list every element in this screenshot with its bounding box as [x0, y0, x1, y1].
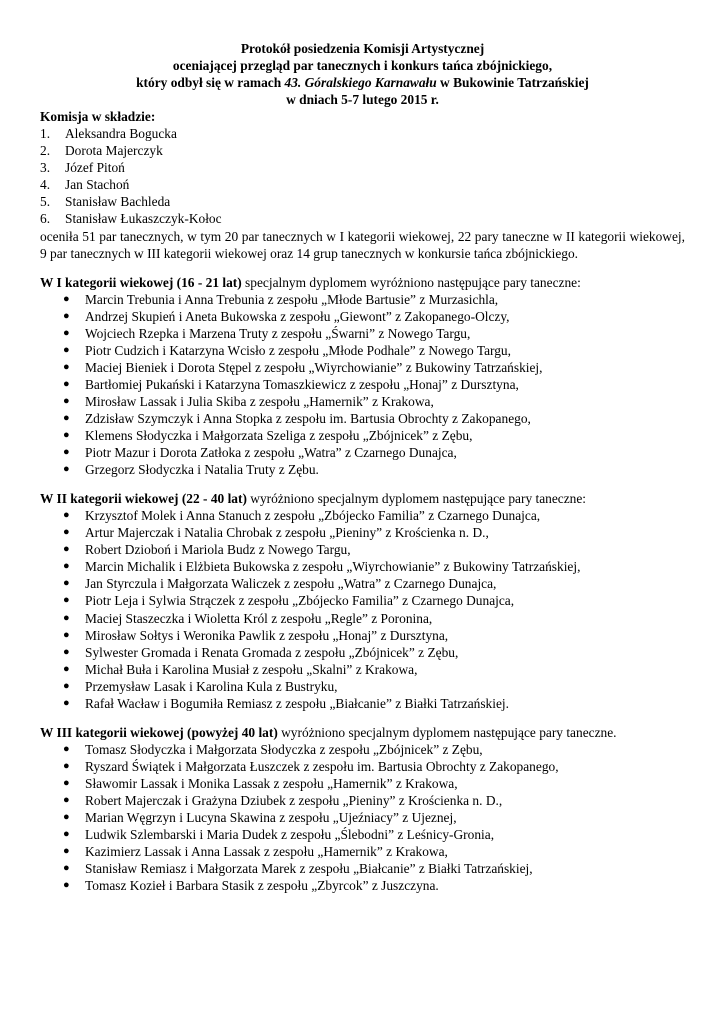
awarded-pairs-list	[40, 291, 685, 479]
pair-entry: Marcin Michalik i Elżbieta Bukowska z zespołu „Wiyrchowianie” z Bukowiny Tatrzańskiej,	[85, 559, 581, 575]
bullet-icon: ●	[63, 628, 70, 641]
awarded-pair-item	[40, 444, 685, 461]
bullet-icon: ●	[63, 611, 70, 624]
evaluation-summary: oceniła 51 par tanecznych, w tym 20 par tanecznych w I kategorii wiekowej, 22 pary taneczne w II kategorii wiekowej, 9 par tanecznych w III kategorii wiekowej oraz 14 grup tanecznych w konkursie tańca zbójnickiego.	[40, 228, 685, 261]
pair-entry: Tomasz Słodyczka i Małgorzata Słodyczka z zespołu „Zbójnicek” z Zębu,	[85, 741, 483, 757]
bullet-icon: ●	[63, 560, 70, 573]
awarded-pair-item	[40, 695, 685, 712]
bullet-icon: ●	[63, 326, 70, 339]
bullet-icon: ●	[63, 411, 70, 424]
bullet-icon: ●	[63, 394, 70, 407]
bullet-icon: ●	[63, 845, 70, 858]
member-number: 3.	[40, 160, 51, 176]
pair-entry: Wojciech Rzepka i Marzena Truty z zespołu „Śwarni” z Nowego Targu,	[85, 325, 471, 341]
title-line-3-end: w Bukowinie Tatrzańskiej	[436, 75, 589, 91]
awarded-pair-item	[40, 792, 685, 809]
bullet-icon: ●	[63, 679, 70, 692]
pair-entry: Maciej Staszeczka i Wioletta Król z zespołu „Regle” z Poronina,	[85, 610, 433, 626]
bullet-icon: ●	[63, 696, 70, 709]
member-number: 2.	[40, 143, 51, 159]
pair-entry: Marian Węgrzyn i Lucyna Skawina z zespołu „Ujeźniacy” z Ujeznej,	[85, 810, 457, 826]
committee-member	[40, 125, 685, 142]
pair-entry: Stanisław Remiasz i Małgorzata Marek z zespołu „Białcanie” z Białki Tatrzańskiej,	[85, 861, 533, 877]
bullet-icon: ●	[63, 793, 70, 806]
bullet-icon: ●	[63, 509, 70, 522]
bullet-icon: ●	[63, 429, 70, 442]
awarded-pair-item	[40, 610, 685, 627]
pair-entry: Sławomir Lassak i Monika Lassak z zespołu „Hamernik” z Krakowa,	[85, 775, 458, 791]
pair-entry: Ryszard Świątek i Małgorzata Łuszczek z zespołu im. Bartusia Obrochty z Zakopanego,	[85, 758, 559, 774]
awarded-pair-item	[40, 507, 685, 524]
awarded-pair-item	[40, 758, 685, 775]
category-description: specjalnym dyplomem wyróżniono następujące pary taneczne:	[241, 274, 581, 290]
pair-entry: Mirosław Sołtys i Weronika Pawlik z zespołu „Honaj” z Dursztyna,	[85, 627, 449, 643]
member-name: Stanisław Bachleda	[65, 194, 171, 210]
awarded-pair-item	[40, 627, 685, 644]
awarded-pair-item	[40, 558, 685, 575]
bullet-icon: ●	[63, 377, 70, 390]
bullet-icon: ●	[63, 742, 70, 755]
committee-heading: Komisja w składzie:	[40, 109, 156, 125]
category-title: W III kategorii wiekowej (powyżej 40 lat)	[40, 724, 278, 740]
awarded-pair-item	[40, 860, 685, 877]
category-heading	[40, 274, 685, 291]
awarded-pair-item	[40, 678, 685, 695]
event-name: 43. Góralskiego Karnawału	[284, 75, 437, 91]
bullet-icon: ●	[63, 343, 70, 356]
category-section-2	[40, 490, 685, 712]
awarded-pair-item	[40, 291, 685, 308]
committee-members-list	[40, 125, 685, 227]
awarded-pair-item	[40, 359, 685, 376]
awarded-pairs-list	[40, 741, 685, 894]
bullet-icon: ●	[63, 759, 70, 772]
awarded-pair-item	[40, 376, 685, 393]
bullet-icon: ●	[63, 828, 70, 841]
bullet-icon: ●	[63, 594, 70, 607]
bullet-icon: ●	[63, 446, 70, 459]
category-section-1	[40, 274, 685, 479]
awarded-pair-item	[40, 524, 685, 541]
pair-entry: Piotr Cudzich i Katarzyna Wcisło z zespołu „Młode Podhale” z Nowego Targu,	[85, 342, 511, 358]
awarded-pair-item	[40, 575, 685, 592]
pair-entry: Tomasz Kozieł i Barbara Stasik z zespołu „Zbyrcok” z Juszczyna.	[85, 878, 439, 894]
member-number: 1.	[40, 126, 51, 142]
pair-entry: Krzysztof Molek i Anna Stanuch z zespołu „Zbójecko Familia” z Czarnego Dunajca,	[85, 508, 541, 524]
bullet-icon: ●	[63, 360, 70, 373]
pair-entry: Mirosław Lassak i Julia Skiba z zespołu „Hamernik” z Krakowa,	[85, 393, 434, 409]
pair-entry: Robert Majerczak i Grażyna Dziubek z zespołu „Pieniny” z Krościenka n. D.,	[85, 792, 503, 808]
bullet-icon: ●	[63, 526, 70, 539]
bullet-icon: ●	[63, 577, 70, 590]
awarded-pair-item	[40, 427, 685, 444]
pair-entry: Rafał Wacław i Bogumiła Remiasz z zespołu „Białcanie” z Białki Tatrzańskiej.	[85, 695, 509, 711]
bullet-icon: ●	[63, 645, 70, 658]
pair-entry: Zdzisław Szymczyk i Anna Stopka z zespołu im. Bartusia Obrochty z Zakopanego,	[85, 410, 531, 426]
awarded-pair-item	[40, 775, 685, 792]
pair-entry: Klemens Słodyczka i Małgorzata Szeliga z zespołu „Zbójnicek” z Zębu,	[85, 428, 473, 444]
committee-member	[40, 193, 685, 210]
awarded-pair-item	[40, 826, 685, 843]
awarded-pair-item	[40, 809, 685, 826]
pair-entry: Artur Majerczak i Natalia Chrobak z zespołu „Pieniny” z Krościenka n. D.,	[85, 525, 489, 541]
committee-member	[40, 142, 685, 159]
document-title	[40, 40, 685, 108]
pair-entry: Robert Dzioboń i Mariola Budz z Nowego Targu,	[85, 542, 351, 558]
pair-entry: Bartłomiej Pukański i Katarzyna Tomaszkiewicz z zespołu „Honaj” z Dursztyna,	[85, 376, 519, 392]
member-number: 5.	[40, 194, 51, 210]
category-title: W I kategorii wiekowej (16 - 21 lat)	[40, 274, 242, 290]
awarded-pair-item	[40, 741, 685, 758]
member-name: Jan Stachoń	[65, 177, 130, 193]
pair-entry: Kazimierz Lassak i Anna Lassak z zespołu „Hamernik” z Krakowa,	[85, 844, 448, 860]
awarded-pair-item	[40, 410, 685, 427]
title-line-3-start: który odbył się w ramach	[136, 75, 285, 91]
awarded-pair-item	[40, 644, 685, 661]
member-number: 4.	[40, 177, 51, 193]
bullet-icon: ●	[63, 309, 70, 322]
pair-entry: Marcin Trebunia i Anna Trebunia z zespołu „Młode Bartusie” z Murzasichla,	[85, 291, 499, 307]
pair-entry: Grzegorz Słodyczka i Natalia Truty z Zębu.	[85, 462, 319, 478]
bullet-icon: ●	[63, 862, 70, 875]
awarded-pair-item	[40, 342, 685, 359]
committee-member	[40, 176, 685, 193]
pair-entry: Przemysław Lasak i Karolina Kula z Bustryku,	[85, 678, 338, 694]
pair-entry: Piotr Mazur i Dorota Zatłoka z zespołu „Watra” z Czarnego Dunajca,	[85, 445, 457, 461]
title-line-1: Protokół posiedzenia Komisji Artystycznej	[240, 41, 485, 56]
pair-entry: Michał Buła i Karolina Musiał z zespołu „Skalni” z Krakowa,	[85, 661, 418, 677]
document-page	[40, 40, 685, 894]
awarded-pair-item	[40, 461, 685, 478]
awarded-pair-item	[40, 325, 685, 342]
pair-entry: Maciej Bieniek i Dorota Stępel z zespołu „Wiyrchowianie” z Bukowiny Tatrzańskiej,	[85, 359, 543, 375]
pair-entry: Ludwik Szlembarski i Maria Dudek z zespołu „Ślebodni” z Leśnicy-Gronia,	[85, 827, 495, 843]
committee-member	[40, 210, 685, 227]
title-line-3	[40, 74, 685, 91]
awarded-pair-item	[40, 308, 685, 325]
category-title: W II kategorii wiekowej (22 - 40 lat)	[40, 491, 247, 507]
category-heading	[40, 724, 685, 741]
pair-entry: Sylwester Gromada i Renata Gromada z zespołu „Zbójnicek” z Zębu,	[85, 644, 459, 660]
member-number: 6.	[40, 211, 51, 227]
awarded-pair-item	[40, 592, 685, 609]
awarded-pair-item	[40, 843, 685, 860]
awarded-pair-item	[40, 541, 685, 558]
title-line-4: w dniach 5-7 lutego 2015 r.	[286, 92, 439, 108]
pair-entry: Piotr Leja i Sylwia Strączek z zespołu „Zbójecko Familia” z Czarnego Dunajca,	[85, 593, 515, 609]
category-section-3	[40, 724, 685, 894]
category-description: wyróżniono specjalnym dyplomem następujące pary taneczne.	[277, 724, 617, 740]
bullet-icon: ●	[63, 879, 70, 892]
committee-member	[40, 159, 685, 176]
member-name: Józef Pitoń	[65, 160, 125, 176]
category-description: wyróżniono specjalnym dyplomem następujące pary taneczne:	[246, 491, 587, 507]
bullet-icon: ●	[63, 543, 70, 556]
bullet-icon: ●	[63, 811, 70, 824]
bullet-icon: ●	[63, 776, 70, 789]
title-line-2: oceniającej przegląd par tanecznych i konkurs tańca zbójnickiego,	[172, 58, 553, 74]
category-heading	[40, 490, 685, 507]
awarded-pair-item	[40, 661, 685, 678]
pair-entry: Andrzej Skupień i Aneta Bukowska z zespołu „Giewont” z Zakopanego-Olczy,	[85, 308, 510, 324]
bullet-icon: ●	[63, 463, 70, 476]
pair-entry: Jan Styrczula i Małgorzata Waliczek z zespołu „Watra” z Czarnego Dunajca,	[85, 576, 497, 592]
awarded-pair-item	[40, 393, 685, 410]
member-name: Aleksandra Bogucka	[65, 126, 177, 142]
member-name: Stanisław Łukaszczyk-Kołoc	[65, 211, 222, 227]
bullet-icon: ●	[63, 662, 70, 675]
bullet-icon: ●	[63, 292, 70, 305]
member-name: Dorota Majerczyk	[65, 143, 163, 159]
awarded-pairs-list	[40, 507, 685, 712]
awarded-pair-item	[40, 877, 685, 894]
